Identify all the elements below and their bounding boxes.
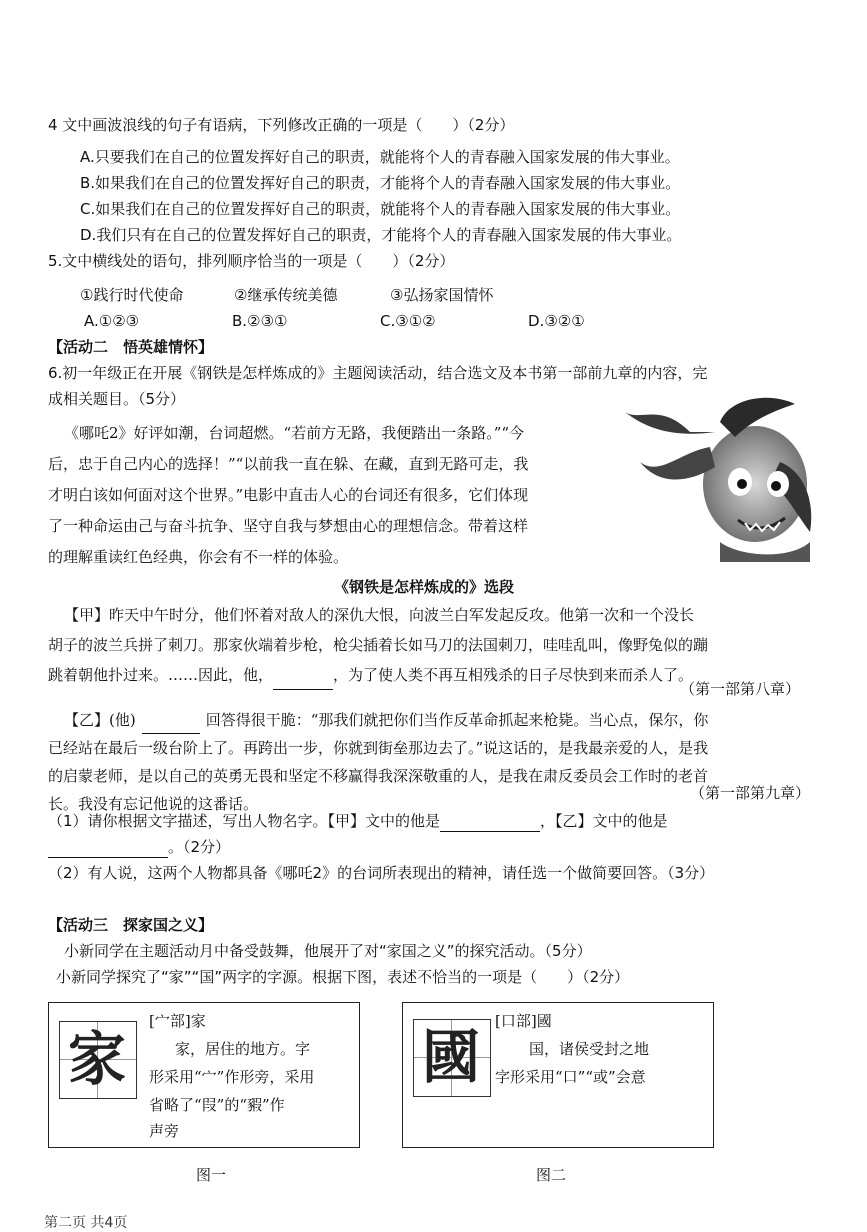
- q5-item-3: ③弘扬家国情怀: [390, 286, 494, 304]
- yi-line: 已经站在最后一级台阶上了。再跨出一步，你就到街垒那边去了。”说这话的，是我最亲爱的人，是我: [48, 739, 709, 757]
- q5-item-2: ②继承传统美德: [234, 286, 338, 304]
- q4-option-a[interactable]: A.只要我们在自己的位置发挥好自己的职责，就能将个人的青春融入国家发展的伟大事业。: [80, 148, 680, 166]
- yi-line: 的启蒙老师，是以自己的英勇无畏和坚定不移赢得我深深敬重的人，是我在肃反委员会工作时的老首: [48, 767, 709, 785]
- activity2-heading: 【活动二 悟英雄情怀】: [48, 338, 214, 356]
- q4-option-c[interactable]: C.如果我们在自己的位置发挥好自己的职责，就能将个人的青春融入国家发展的伟大事业。: [80, 200, 681, 218]
- excerpt-title: 《钢铁是怎样炼成的》选段: [334, 578, 515, 596]
- yi-line: 长。我没有忘记他说的这番话。: [48, 795, 259, 813]
- figure-1-line: 形采用“宀”作形旁，采用: [149, 1068, 315, 1086]
- jia-source: （第一部第八章）: [680, 680, 801, 698]
- figure-2-box: [402, 1002, 714, 1148]
- jia-line: 【甲】昨天中午时分，他们怀着对敌人的深仇大恨，向波兰白军发起反攻。他第一次和一个没长: [64, 606, 695, 624]
- q4-stem: 4 文中画波浪线的句子有语病，下列修改正确的一项是（ ）（2分）: [48, 116, 515, 134]
- figure-2-line: 国，诸侯受封之地: [529, 1040, 650, 1058]
- jia-blank[interactable]: [273, 674, 333, 690]
- yi-source: （第一部第九章）: [690, 784, 811, 802]
- answer-blank-yi[interactable]: [48, 842, 168, 858]
- yi-label: 【乙】(他): [64, 711, 136, 729]
- q4-option-b[interactable]: B.如果我们在自己的位置发挥好自己的职责，才能将个人的青春融入国家发展的伟大事业。: [80, 174, 681, 192]
- q6-intro-line: 《哪吒2》好评如潮，台词超燃。“若前方无路，我便踏出一条路。”“今: [64, 424, 525, 442]
- q6-sub1: [48, 810, 668, 832]
- yi-line-1-text: 回答得很干脆：“那我们就把你们当作反革命抓起来枪毙。当心点，保尔，你: [205, 711, 709, 729]
- q6-intro: [48, 418, 529, 573]
- figure-1-header: [宀部]家: [149, 1012, 206, 1030]
- activity3-question: 小新同学探究了“家”“国”两字的字源。根据下图，表述不恰当的一项是（ ）（2分）: [56, 968, 630, 986]
- q6-intro-line: 后，忠于自己内心的选择！”“以前我一直在躲、在藏，直到无路可走，我: [48, 455, 529, 473]
- figure-1-line: 家，居住的地方。字: [175, 1040, 311, 1058]
- figure-2-header: [口部]國: [495, 1012, 552, 1030]
- q5-choice-a[interactable]: A.①②③: [84, 312, 140, 330]
- figure-1-line: 省略了“叚”的“豭”作: [149, 1096, 285, 1114]
- q6-stem-line2: 成相关题目。（5分）: [48, 390, 186, 408]
- activity3-heading: 【活动三 探家国之义】: [48, 916, 214, 934]
- figure-1-line: 声旁: [149, 1122, 180, 1140]
- q6-stem-line1: 6.初一年级正在开展《钢铁是怎样炼成的》主题阅读活动，结合选文及本书第一部前九章的内容，完: [48, 364, 708, 382]
- q5-choice-b[interactable]: B.②③①: [232, 312, 288, 330]
- figure-1-box: [48, 1002, 360, 1148]
- figure-1-seal-char: 家: [68, 1025, 127, 1093]
- jia-line-3b: ，为了使人类不再互相残杀的日子尽快到来而杀人了。: [333, 666, 694, 684]
- figure-2-seal-char: 國: [422, 1023, 481, 1091]
- page-footer: 第二页 共4页: [44, 1215, 128, 1231]
- figure-2-caption: 图二: [536, 1166, 567, 1184]
- figure-1-glyph-frame: [59, 1021, 137, 1099]
- jia-line-3: [48, 660, 708, 690]
- answer-blank-jia[interactable]: [440, 816, 540, 832]
- figure-2-line: 字形采用“口”“或”会意: [495, 1068, 646, 1086]
- yi-line-1: [48, 706, 708, 734]
- q6-sub2: （2）有人说，这两个人物都具备《哪吒2》的台词所表现出的精神，请任选一个做简要回答。（3分）: [48, 864, 715, 882]
- q6-sub1-a: （1）请你根据文字描述，写出人物名字。【甲】文中的他是: [48, 812, 441, 830]
- q5-stem: 5.文中横线处的语句，排列顺序恰当的一项是（ ）（2分）: [48, 252, 455, 270]
- q6-intro-line: 才明白该如何面对这个世界。”电影中直击人心的台词还有很多，它们体现: [48, 486, 529, 504]
- q6-intro-line: 的理解重读红色经典，你会有不一样的体验。: [48, 548, 349, 566]
- jia-line: 胡子的波兰兵拼了刺刀。那家伙端着步枪，枪尖插着长如马刀的法国刺刀，哇哇乱叫，像野兔似的蹦: [48, 636, 709, 654]
- figure-2-glyph-frame: [413, 1019, 491, 1097]
- yi-blank[interactable]: [142, 718, 200, 734]
- q6-sub1-cont: [48, 836, 230, 858]
- q4-option-d[interactable]: D.我们只有在自己的位置发挥好自己的职责，才能将个人的青春融入国家发展的伟大事业。: [80, 226, 682, 244]
- q6-intro-line: 了一种命运由己与奋斗抗争、坚守自我与梦想由心的理想信念。带着这样: [48, 517, 529, 535]
- q5-choice-d[interactable]: D.③②①: [528, 312, 585, 330]
- q6-sub1-b: ，【乙】文中的他是: [540, 812, 668, 830]
- q5-item-1: ①践行时代使命: [80, 286, 184, 304]
- q6-sub1-c: 。（2分）: [168, 838, 231, 856]
- activity3-intro: 小新同学在主题活动月中备受鼓舞，他展开了对“家国之义”的探究活动。（5分）: [64, 942, 592, 960]
- jia-line-3a: 跳着朝他扑过来。……因此，他，: [48, 666, 274, 684]
- figure-1-caption: 图一: [196, 1166, 227, 1184]
- nezha-illustration: [620, 392, 820, 562]
- excerpt-jia: [48, 600, 708, 690]
- q5-choice-c[interactable]: C.③①②: [380, 312, 436, 330]
- excerpt-yi: [48, 706, 708, 818]
